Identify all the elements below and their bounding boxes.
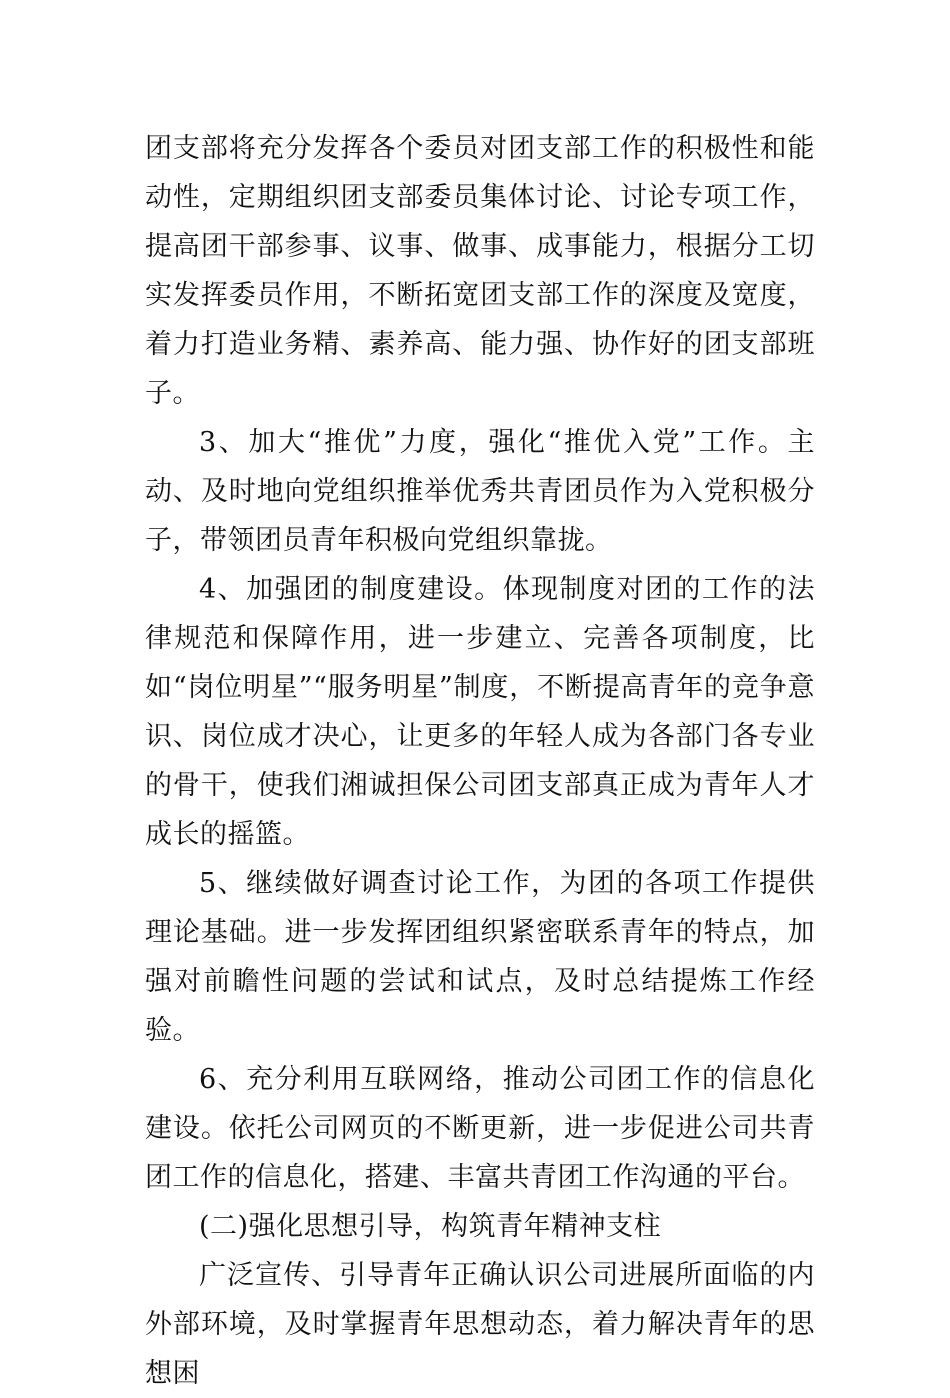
- paragraph-item-4: 4、加强团的制度建设。体现制度对团的工作的法律规范和保障作用，进一步建立、完善各项制度，比如“岗位明星”“服务明星”制度，不断提高青年的竞争意识、岗位成才决心，让更多的年轻人成为各部门各专业的骨干，使我们湘诚担保公司团支部真正成为青年人才成长的摇篮。: [145, 574, 815, 850]
- paragraph-section-body: 广泛宣传、引导青年正确认识公司进展所面临的内外部环境，及时掌握青年思想动态，着力解决青年的思想困: [145, 1260, 815, 1389]
- paragraph-item-3: 3、加大“推优”力度，强化“推优入党”工作。主动、及时地向党组织推举优秀共青团员作为入党积极分子，带领团员青年积极向党组织靠拢。: [145, 427, 815, 556]
- paragraph-item-5: 5、继续做好调查讨论工作，为团的各项工作提供理论基础。进一步发挥团组织紧密联系青年的特点，加强对前瞻性问题的尝试和试点，及时总结提炼工作经验。: [145, 868, 815, 1046]
- document-body: [145, 124, 815, 1398]
- paragraph-intro: 团支部将充分发挥各个委员对团支部工作的积极性和能动性，定期组织团支部委员集体讨论、讨论专项工作，提高团干部参事、议事、做事、成事能力，根据分工切实发挥委员作用，不断拓宽团支部工作的深度及宽度，着力打造业务精、素养高、能力强、协作好的团支部班子。: [145, 133, 815, 409]
- section-heading: (二)强化思想引导，构筑青年精神支柱: [199, 1211, 662, 1242]
- paragraph-item-6: 6、充分利用互联网络，推动公司团工作的信息化建设。依托公司网页的不断更新，进一步促进公司共青团工作的信息化，搭建、丰富共青团工作沟通的平台。: [145, 1064, 815, 1193]
